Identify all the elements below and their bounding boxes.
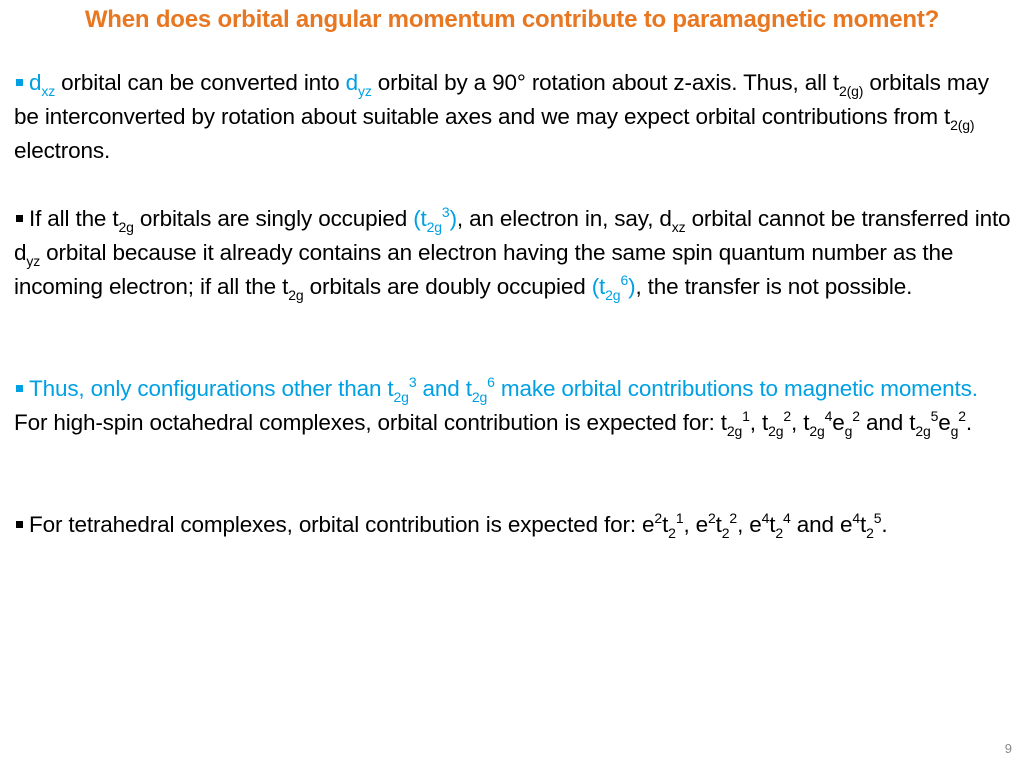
text-run: (t bbox=[591, 274, 606, 299]
subscript: 2g bbox=[605, 287, 621, 303]
text-run: . bbox=[965, 410, 973, 435]
text-run: orbitals are singly occupied bbox=[133, 206, 414, 231]
text-run: , e bbox=[737, 512, 762, 537]
bullet-icon bbox=[16, 215, 23, 222]
text-run: orbital by a 90° rotation about z-axis. Thus, all t bbox=[371, 70, 839, 95]
superscript: 3 bbox=[441, 204, 450, 220]
superscript: 5 bbox=[930, 408, 939, 424]
superscript: 4 bbox=[852, 510, 860, 526]
text-run: If all the t bbox=[29, 206, 119, 231]
text-run: make orbital contributions to magnetic moments. bbox=[494, 376, 978, 401]
superscript: 5 bbox=[873, 510, 882, 526]
text-run: , an electron in, say, d bbox=[456, 206, 672, 231]
subscript: 2g bbox=[471, 389, 488, 405]
text-run: and e bbox=[790, 512, 853, 537]
text-run: ) bbox=[628, 274, 636, 299]
text-run: orbital because it already contains an electron having the same spin quantum number as the incoming electron; if all the t bbox=[14, 240, 954, 299]
text-run: , t bbox=[791, 410, 810, 435]
text-run: . bbox=[881, 512, 888, 537]
subscript: 2(g) bbox=[838, 83, 864, 99]
superscript: 6 bbox=[487, 374, 495, 390]
text-run: For tetrahedral complexes, orbital contribution is expected for: e bbox=[29, 512, 655, 537]
subscript: xz bbox=[671, 219, 686, 235]
subscript: 2g bbox=[726, 423, 743, 439]
bullet-icon bbox=[16, 385, 23, 392]
subscript: g bbox=[844, 423, 853, 439]
superscript: 2 bbox=[654, 510, 663, 526]
text-run: d bbox=[29, 70, 42, 95]
paragraph-tetrahedral bbox=[14, 508, 1014, 542]
text-run: ) bbox=[449, 206, 457, 231]
text-run: electrons. bbox=[14, 138, 111, 163]
superscript: 4 bbox=[824, 408, 833, 424]
paragraph-configurations bbox=[14, 372, 1014, 440]
text-run: orbitals are doubly occupied bbox=[303, 274, 592, 299]
text-run: t bbox=[662, 512, 669, 537]
text-run: and t bbox=[859, 410, 916, 435]
superscript: 6 bbox=[620, 272, 629, 288]
superscript: 1 bbox=[675, 510, 684, 526]
superscript: 2 bbox=[708, 510, 716, 526]
superscript: 2 bbox=[729, 510, 738, 526]
text-run: Thus, only configurations other than t bbox=[29, 376, 394, 401]
subscript: 2g bbox=[288, 287, 304, 303]
superscript: 2 bbox=[958, 408, 966, 424]
subscript: 2 bbox=[775, 525, 784, 541]
superscript: 3 bbox=[408, 374, 417, 390]
superscript: 1 bbox=[742, 408, 750, 424]
text-run: and t bbox=[416, 376, 472, 401]
page-number: 9 bbox=[1004, 741, 1012, 756]
text-run: (t bbox=[413, 206, 427, 231]
subscript: 2g bbox=[426, 219, 442, 235]
superscript: 2 bbox=[783, 408, 792, 424]
subscript: xz bbox=[41, 83, 56, 99]
subscript: yz bbox=[26, 253, 41, 269]
superscript: 2 bbox=[852, 408, 860, 424]
text-run: t bbox=[769, 512, 776, 537]
text-run: e bbox=[832, 410, 845, 435]
text-run: , the transfer is not possible. bbox=[635, 274, 913, 299]
text-run: , t bbox=[749, 410, 769, 435]
subscript: 2 bbox=[866, 525, 874, 541]
text-run: orbitals may be interconverted by rotation about suitable axes and we may expect orbital contributions from t bbox=[14, 70, 989, 129]
subscript: yz bbox=[357, 83, 372, 99]
text-run: orbital cannot be transferred into d bbox=[14, 206, 1011, 265]
text-run: t bbox=[715, 512, 722, 537]
text-run: orbital can be converted into bbox=[55, 70, 346, 95]
subscript: 2(g) bbox=[950, 117, 975, 133]
superscript: 4 bbox=[761, 510, 770, 526]
slide-title: When does orbital angular momentum contribute to paramagnetic moment? bbox=[84, 6, 940, 33]
subscript: 2 bbox=[668, 525, 676, 541]
text-run: t bbox=[859, 512, 867, 537]
subscript: 2g bbox=[393, 389, 409, 405]
paragraph-singly-occupied bbox=[14, 202, 1014, 304]
text-run: e bbox=[938, 410, 951, 435]
bullet-icon bbox=[16, 79, 23, 86]
text-run: For high-spin octahedral complexes, orbital contribution is expected for: t bbox=[14, 410, 727, 435]
subscript: g bbox=[950, 423, 959, 439]
subscript: 2g bbox=[768, 423, 784, 439]
superscript: 4 bbox=[783, 510, 791, 526]
paragraph-rotation bbox=[14, 66, 1014, 168]
text-run: , e bbox=[683, 512, 709, 537]
bullet-icon bbox=[16, 521, 23, 528]
subscript: 2 bbox=[721, 525, 730, 541]
text-run: d bbox=[345, 70, 358, 95]
subscript: 2g bbox=[118, 219, 134, 235]
subscript: 2g bbox=[809, 423, 825, 439]
subscript: 2g bbox=[915, 423, 931, 439]
